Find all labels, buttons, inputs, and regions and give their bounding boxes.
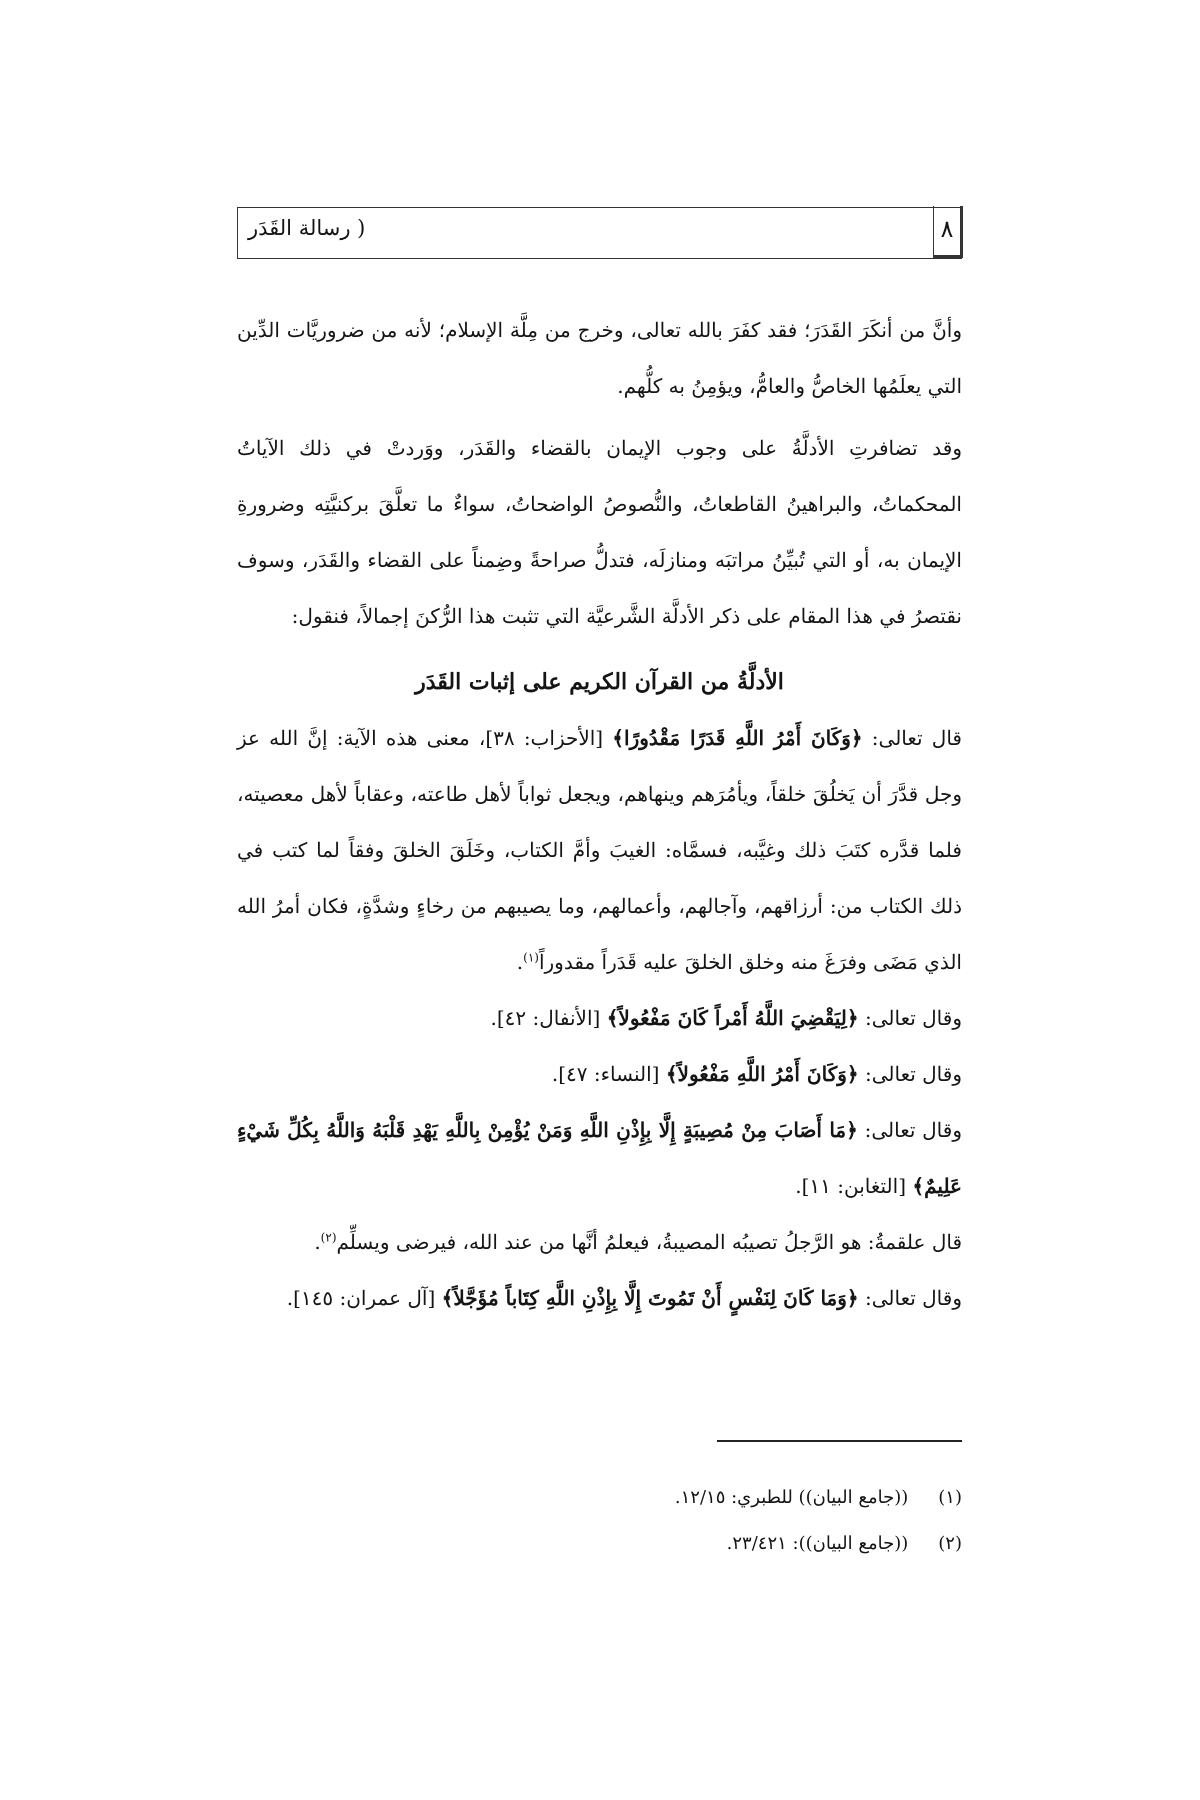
verse-reference: [الأحزاب: ٣٨]، (469, 726, 613, 750)
paragraph: وقد تضافرتِ الأدلَّةُ على وجوب الإيمان بالقضاء والقَدَر، ووَردتْ في ذلك الآياتُ المحكماتُ، والبراهينُ القاطعاتُ، والنُّصوصُ الواضحاتُ، سواءٌ ما تعلَّقَ بركنيَّتِه وضرورةِ الإيمان به، أو التي تُبيِّنُ مراتبَه ومنازلَه، فتدلُّ صراحةً وضِمناً على القضاء والقَدَر، وسوف نقتصرُ في هذا المقام على ذكر الأدلَّة الشَّرعيَّة التي تثبت هذا الرُّكنَ إجمالاً، فنقول: (237, 436, 962, 628)
quran-verse: ﴿وَمَا كَانَ لِنَفْسٍ أَنْ تَمُوتَ إِلَّا بِإِذْنِ اللَّهِ كِتَاباً مُؤَجَّلاً﴾ (441, 1286, 859, 1310)
page-number: ٨ (940, 215, 954, 243)
footnote-marker: (١) (523, 950, 539, 965)
footnote-number: (٢) (938, 1533, 962, 1554)
quran-verse: ﴿لِيَقْضِيَ اللَّهُ أَمْراً كَانَ مَفْعُولاً﴾ (606, 1006, 859, 1030)
quran-citation (237, 990, 962, 1046)
alqama-saying: قال علقمةُ: هو الرَّجلُ تصيبُه المصيبةُ، فيعلمُ أنَّها من عند الله، فيرضى ويسلِّم (336, 1230, 962, 1254)
running-header (237, 207, 962, 259)
footnotes (237, 1475, 962, 1567)
citation-intro: وقال تعالى: (857, 1118, 962, 1142)
book-page (237, 207, 962, 1607)
main-text (237, 302, 962, 1326)
footnote-marker: (٢) (320, 1230, 337, 1245)
quran-citation: قال تعالى: ﴿وَكَانَ أَمْرُ اللَّهِ قَدَرًا مَقْدُورًا﴾ [الأحزاب: ٣٨]، معنى هذه الآية: إنَّ الله عز وجل قدَّرَ أن يَخلُقَ خلقاً، ويأمُرَهم وينهاهم، ويجعل ثواباً لأهل طاعته، وعقاباً لأهل معصيته، فلما قدَّره كتَبَ ذلك وغيَّبه، فسمَّاه: الغيبَ وأمَّ الكتاب، وخَلَقَ الخلقَ وفقاً لما كتب في ذلك الكتاب من: أرزاقهم، وآجالهم، وأعمالهم، وما يصيبهم من رخاءٍ وشدَّةٍ، فكان أمرُ الله الذي مَضَى وفرَغَ منه وخلق الخلقَ عليه قَدَراً مقدوراً$^{(١)}$. (237, 726, 962, 974)
verse-reference: [آل عمران: ١٤٥]. (286, 1286, 442, 1310)
footnote-text: ((جامع البيان)) للطبري: ١٢/١٥. (674, 1487, 909, 1508)
tafsir-quote: قال علقمةُ: هو الرَّجلُ تصيبُه المصيبةُ، فيعلمُ أنَّها من عند الله، فيرضى ويسلِّم$^{(٢)}$. (314, 1230, 962, 1254)
footnote (237, 1521, 962, 1567)
footnote-separator (717, 1440, 962, 1442)
quran-citation (237, 1270, 962, 1326)
citation-intro: قال تعالى: (862, 726, 962, 750)
citation-intro: وقال تعالى: (858, 1286, 962, 1310)
quran-citation (237, 1046, 962, 1102)
footnote-text: ((جامع البيان)): ٢٣/٤٢١. (726, 1533, 909, 1554)
footnote (237, 1475, 962, 1521)
verse-reference: [الأنفال: ٤٢]. (490, 1006, 607, 1030)
page-number-box (933, 206, 963, 258)
quran-citation (237, 1102, 962, 1214)
verse-commentary: معنى هذه الآية: إنَّ الله عز وجل قدَّرَ أن يَخلُقَ خلقاً، ويأمُرَهم وينهاهم، ويجعل ثواباً لأهل طاعته، وعقاباً لأهل معصيته، فلما قدَّره كتَبَ ذلك وغيَّبه، فسمَّاه: الغيبَ وأمَّ الكتاب، وخَلَقَ الخلقَ وفقاً لما كتب في ذلك الكتاب من: أرزاقهم، وآجالهم، وأعمالهم، وما يصيبهم من رخاءٍ وشدَّةٍ، فكان أمرُ الله الذي مَضَى وفرَغَ منه وخلق الخلقَ عليه قَدَراً مقدوراً (237, 726, 962, 974)
verse-reference: [النساء: ٤٧]. (551, 1062, 666, 1086)
citation-intro: وقال تعالى: (858, 1006, 962, 1030)
footnote-number: (١) (938, 1487, 962, 1508)
quran-verse: ﴿وَكَانَ أَمْرُ اللَّهِ مَفْعُولاً﴾ (665, 1062, 859, 1086)
quran-verse: ﴿وَكَانَ أَمْرُ اللَّهِ قَدَرًا مَقْدُورًا﴾ (612, 726, 863, 750)
running-title: ( رسالة القَدَر (248, 216, 366, 240)
verse-reference: [التغابن: ١١]. (795, 1174, 913, 1198)
paragraph: وأنَّ من أنكَرَ القَدَرَ؛ فقد كفَرَ بالله تعالى، وخرج من مِلَّة الإسلام؛ لأنه من ضروريَّات الدِّين التي يعلَمُها الخاصُّ والعامُّ، ويؤمِنُ به كلُّهم. (237, 318, 962, 398)
quran-verse: ﴿مَا أَصَابَ مِنْ مُصِيبَةٍ إِلَّا بِإِذْنِ اللَّهِ وَمَنْ يُؤْمِنْ بِاللَّهِ يَهْدِ قَلْبَهُ وَاللَّهُ بِكُلِّ شَيْءٍ عَلِيمٌ﴾ (237, 1118, 962, 1198)
section-heading: الأدلَّةُ من القرآن الكريم على إثبات القَدَر (415, 669, 784, 695)
citation-intro: وقال تعالى: (858, 1062, 962, 1086)
